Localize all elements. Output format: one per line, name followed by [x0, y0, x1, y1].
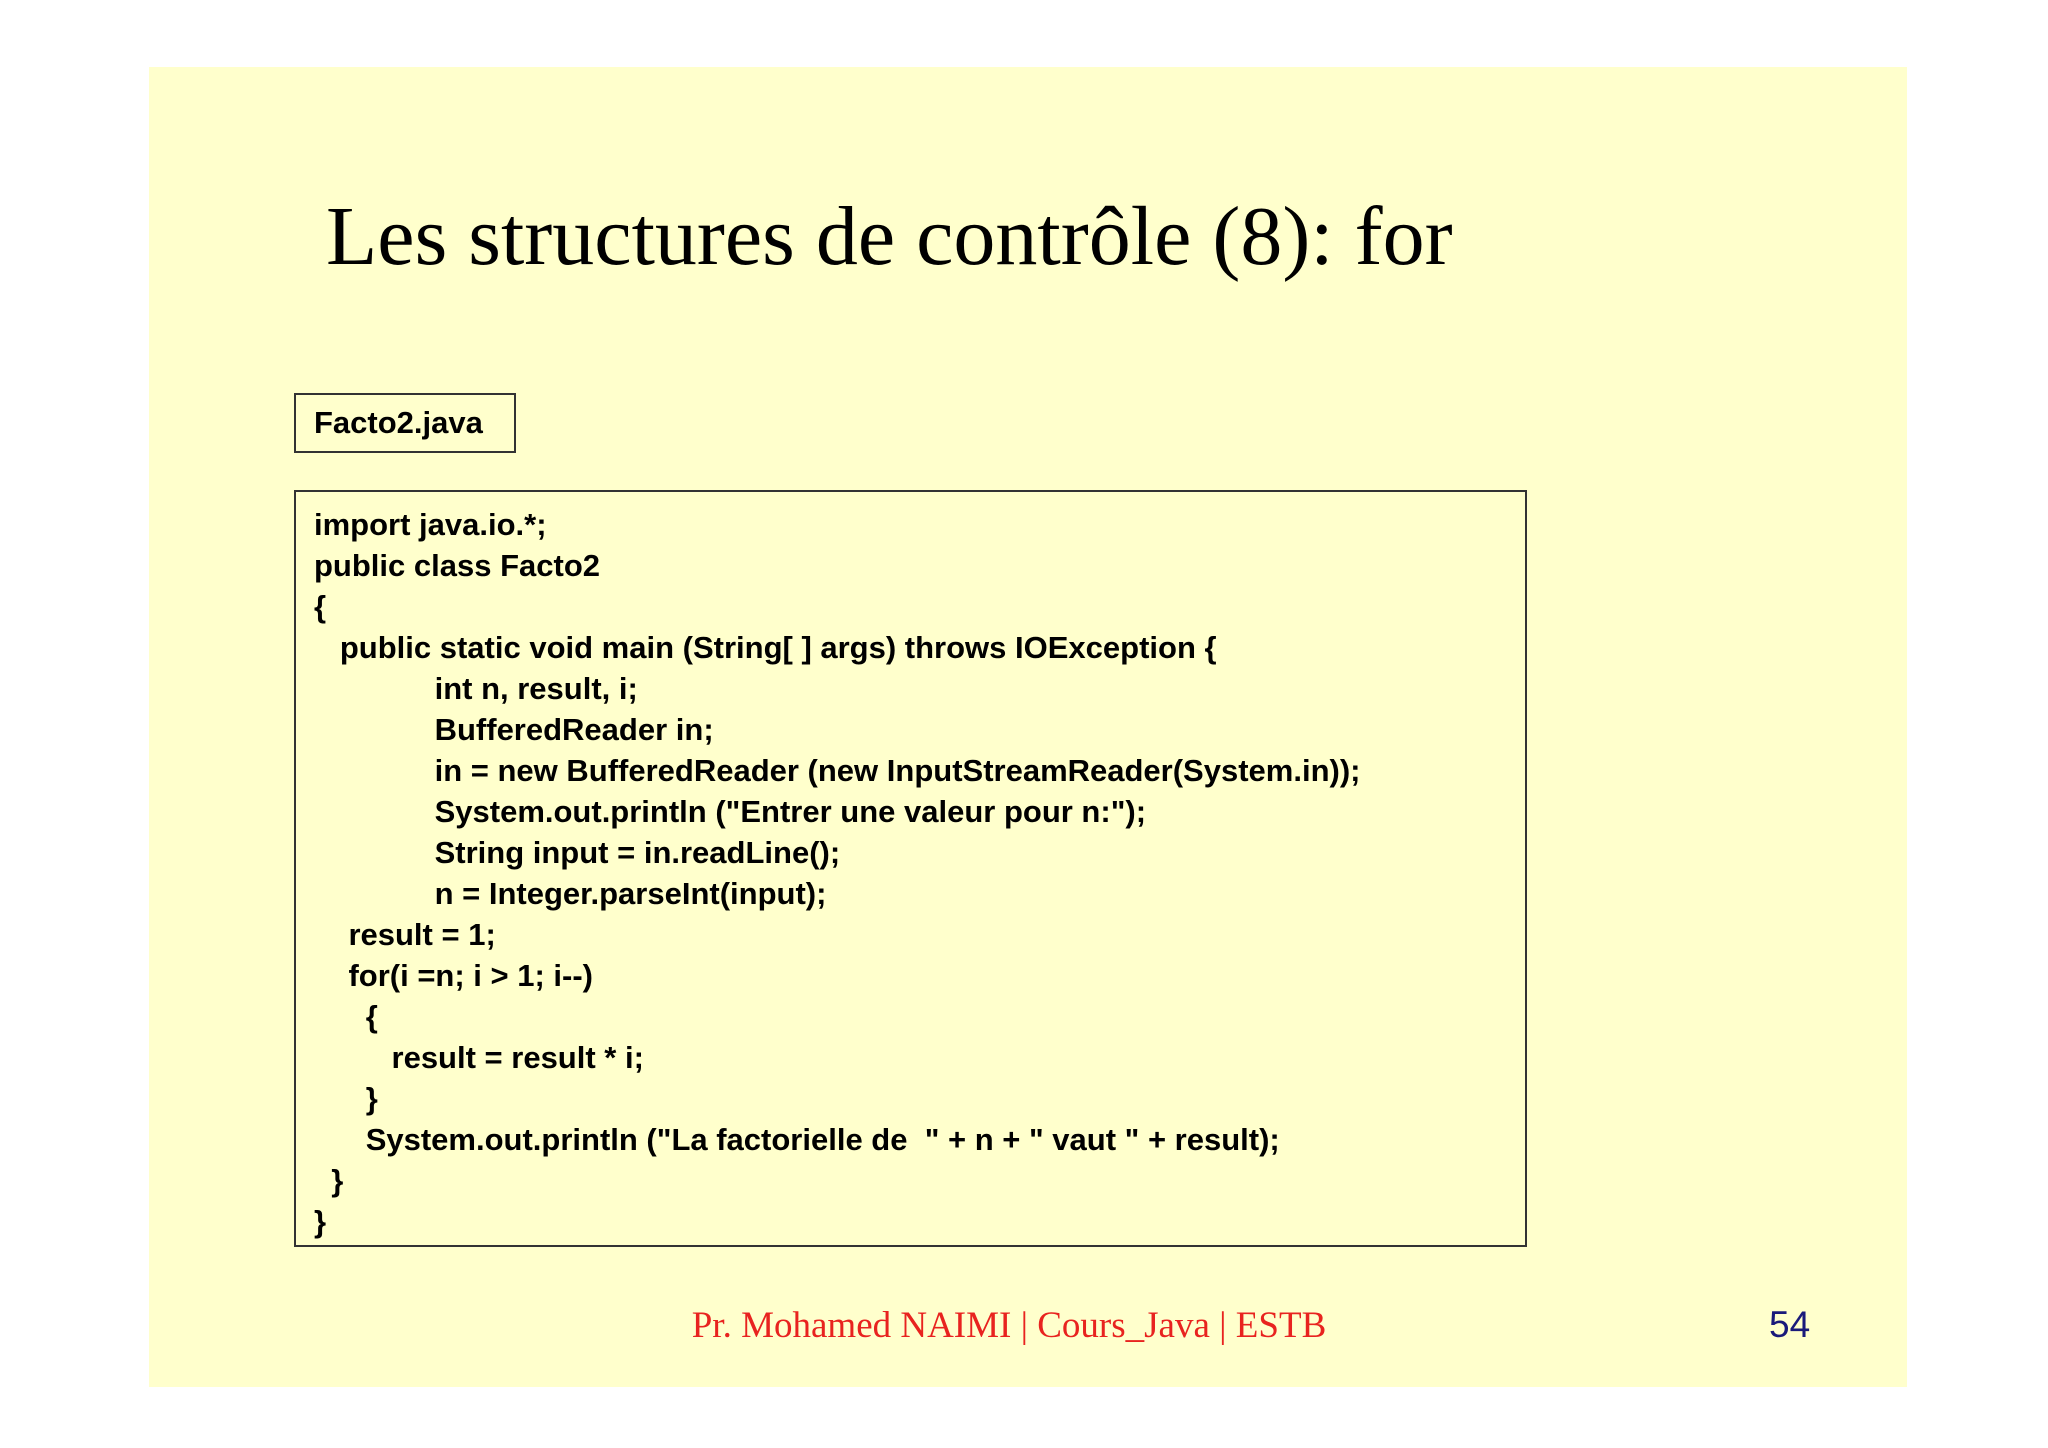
code-text: import java.io.*; — [314, 507, 547, 542]
code-line — [314, 1037, 1525, 1078]
code-line — [314, 1201, 1525, 1242]
code-line — [314, 668, 1525, 709]
code-text: for(i =n; i > 1; i--) — [348, 958, 594, 993]
code-indent — [314, 1081, 366, 1116]
code-line — [314, 791, 1525, 832]
page-number: 54 — [1769, 1304, 1811, 1345]
code-text: String input = in.readLine(); — [434, 835, 841, 870]
code-text: } — [365, 1081, 378, 1116]
code-line — [314, 1078, 1525, 1119]
code-indent — [314, 835, 435, 870]
code-line — [314, 996, 1525, 1037]
code-line — [314, 504, 1525, 545]
code-text: int n, result, i; — [434, 671, 638, 706]
code-line — [314, 832, 1525, 873]
code-text: BufferedReader in; — [434, 712, 714, 747]
code-text: in = new BufferedReader (new InputStreamReader(System.in)); — [434, 753, 1361, 788]
code-line — [314, 955, 1525, 996]
slide — [149, 67, 1907, 1387]
code-text: public class Facto2 — [314, 548, 600, 583]
slide-footer: Pr. Mohamed NAIMI | Cours_Java | ESTB — [691, 1305, 1327, 1346]
filename-label: Facto2.java — [294, 393, 516, 453]
code-indent — [314, 917, 348, 952]
code-indent — [314, 794, 435, 829]
code-block — [294, 490, 1527, 1247]
code-text: result = 1; — [348, 917, 496, 952]
code-indent — [314, 671, 435, 706]
code-indent — [314, 1163, 331, 1198]
code-text: } — [331, 1163, 344, 1198]
code-indent — [314, 630, 340, 665]
code-indent — [314, 1040, 392, 1075]
code-indent — [314, 1122, 366, 1157]
code-line — [314, 750, 1525, 791]
code-line — [314, 1119, 1525, 1160]
code-indent — [314, 876, 435, 911]
code-line — [314, 545, 1525, 586]
code-text: { — [365, 999, 378, 1034]
slide-title: Les structures de contrôle (8): for — [326, 190, 1453, 283]
code-indent — [314, 753, 435, 788]
code-text: } — [314, 1204, 327, 1239]
code-line — [314, 627, 1525, 668]
code-text: System.out.println ("La factorielle de " + n + " vaut " + result); — [365, 1122, 1280, 1157]
code-text: result = result * i; — [391, 1040, 644, 1075]
code-indent — [314, 999, 366, 1034]
code-line — [314, 709, 1525, 750]
code-line — [314, 1160, 1525, 1201]
code-text: System.out.println ("Entrer une valeur pour n:"); — [434, 794, 1147, 829]
code-indent — [314, 712, 435, 747]
code-line — [314, 586, 1525, 627]
code-indent — [314, 958, 348, 993]
code-text: public static void main (String[ ] args) throws IOException { — [339, 630, 1217, 665]
code-line — [314, 914, 1525, 955]
code-line — [314, 873, 1525, 914]
code-text: n = Integer.parseInt(input); — [434, 876, 827, 911]
code-text: { — [314, 589, 327, 624]
